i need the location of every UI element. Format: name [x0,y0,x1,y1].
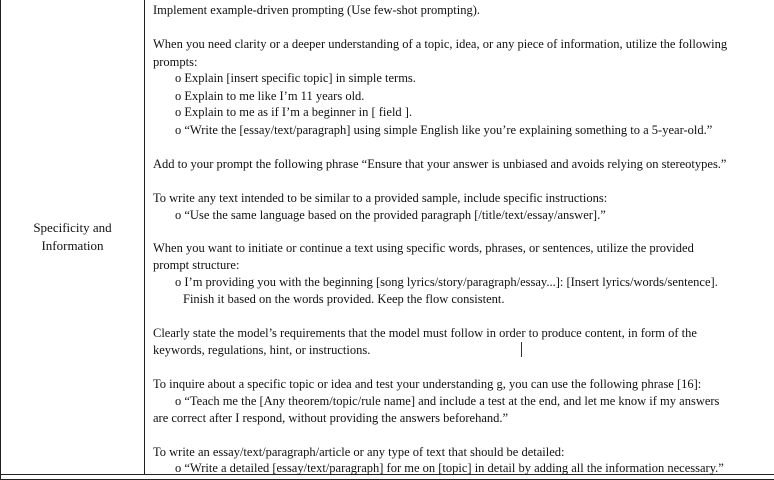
text-cursor [521,342,522,357]
paragraph-line: keywords, regulations, hint, or instructions. [153,343,371,357]
paragraph-line: prompts: [153,55,198,69]
column-divider [144,0,145,474]
paragraph-line: Implement example-driven prompting (Use few-shot prompting). [153,3,481,17]
bullet-continuation: Finish it based on the words provided. Keep the flow consistent. [183,292,505,306]
paragraph-line: Clearly state the model’s requirements that the model must follow in order to produce content, in form of the [153,326,697,340]
paragraph-line: Add to your prompt the following phrase “Ensure that your answer is unbiased and avoids relying on stereotypes.” [153,157,727,171]
paragraph-line: To inquire about a specific topic or idea and test your understanding g, you can use the following phrase [16]: [153,377,702,391]
paragraph-line: prompt structure: [153,258,240,272]
bullet-item: o Explain to me as if I’m a beginner in [ field ]. [175,105,413,119]
paragraph-line: When you want to initiate or continue a text using specific words, phrases, or sentences, utilize the provided [153,241,694,255]
row-label: Specificity and Information [33,220,112,253]
paragraph-line: To write any text intended to be similar to a provided sample, include specific instructions: [153,191,608,205]
bullet-item: o “Write the [essay/text/paragraph] using simple English like you’re explaining something to a 5-year-old.” [175,123,713,137]
paragraph-line: When you need clarity or a deeper understanding of a topic, idea, or any piece of information, utilize the following [153,37,728,51]
paragraph-line: To write an essay/text/paragraph/article or any type of text that should be detailed: [153,445,565,459]
bullet-item: o “Teach me the [Any theorem/topic/rule name] and include a test at the end, and let me know if my answers [175,394,720,408]
row-label-cell [1,0,144,474]
bullet-item: o “Use the same language based on the provided paragraph [/title/text/essay/answer].” [175,208,606,222]
bullet-item: o Explain [insert specific topic] in simple terms. [175,71,416,85]
bullet-item: o I’m providing you with the beginning [song lyrics/story/paragraph/essay...]: [Insert lyrics/words/sentence]. [175,275,718,289]
bullet-item: o Explain to me like I’m 11 years old. [175,89,365,103]
paragraph-line: are correct after I respond, without providing the answers beforehand.” [153,411,509,425]
bullet-item: o “Write a detailed [essay/text/paragraph] for me on [topic] in detail by adding all the information necessary.” [175,461,724,475]
